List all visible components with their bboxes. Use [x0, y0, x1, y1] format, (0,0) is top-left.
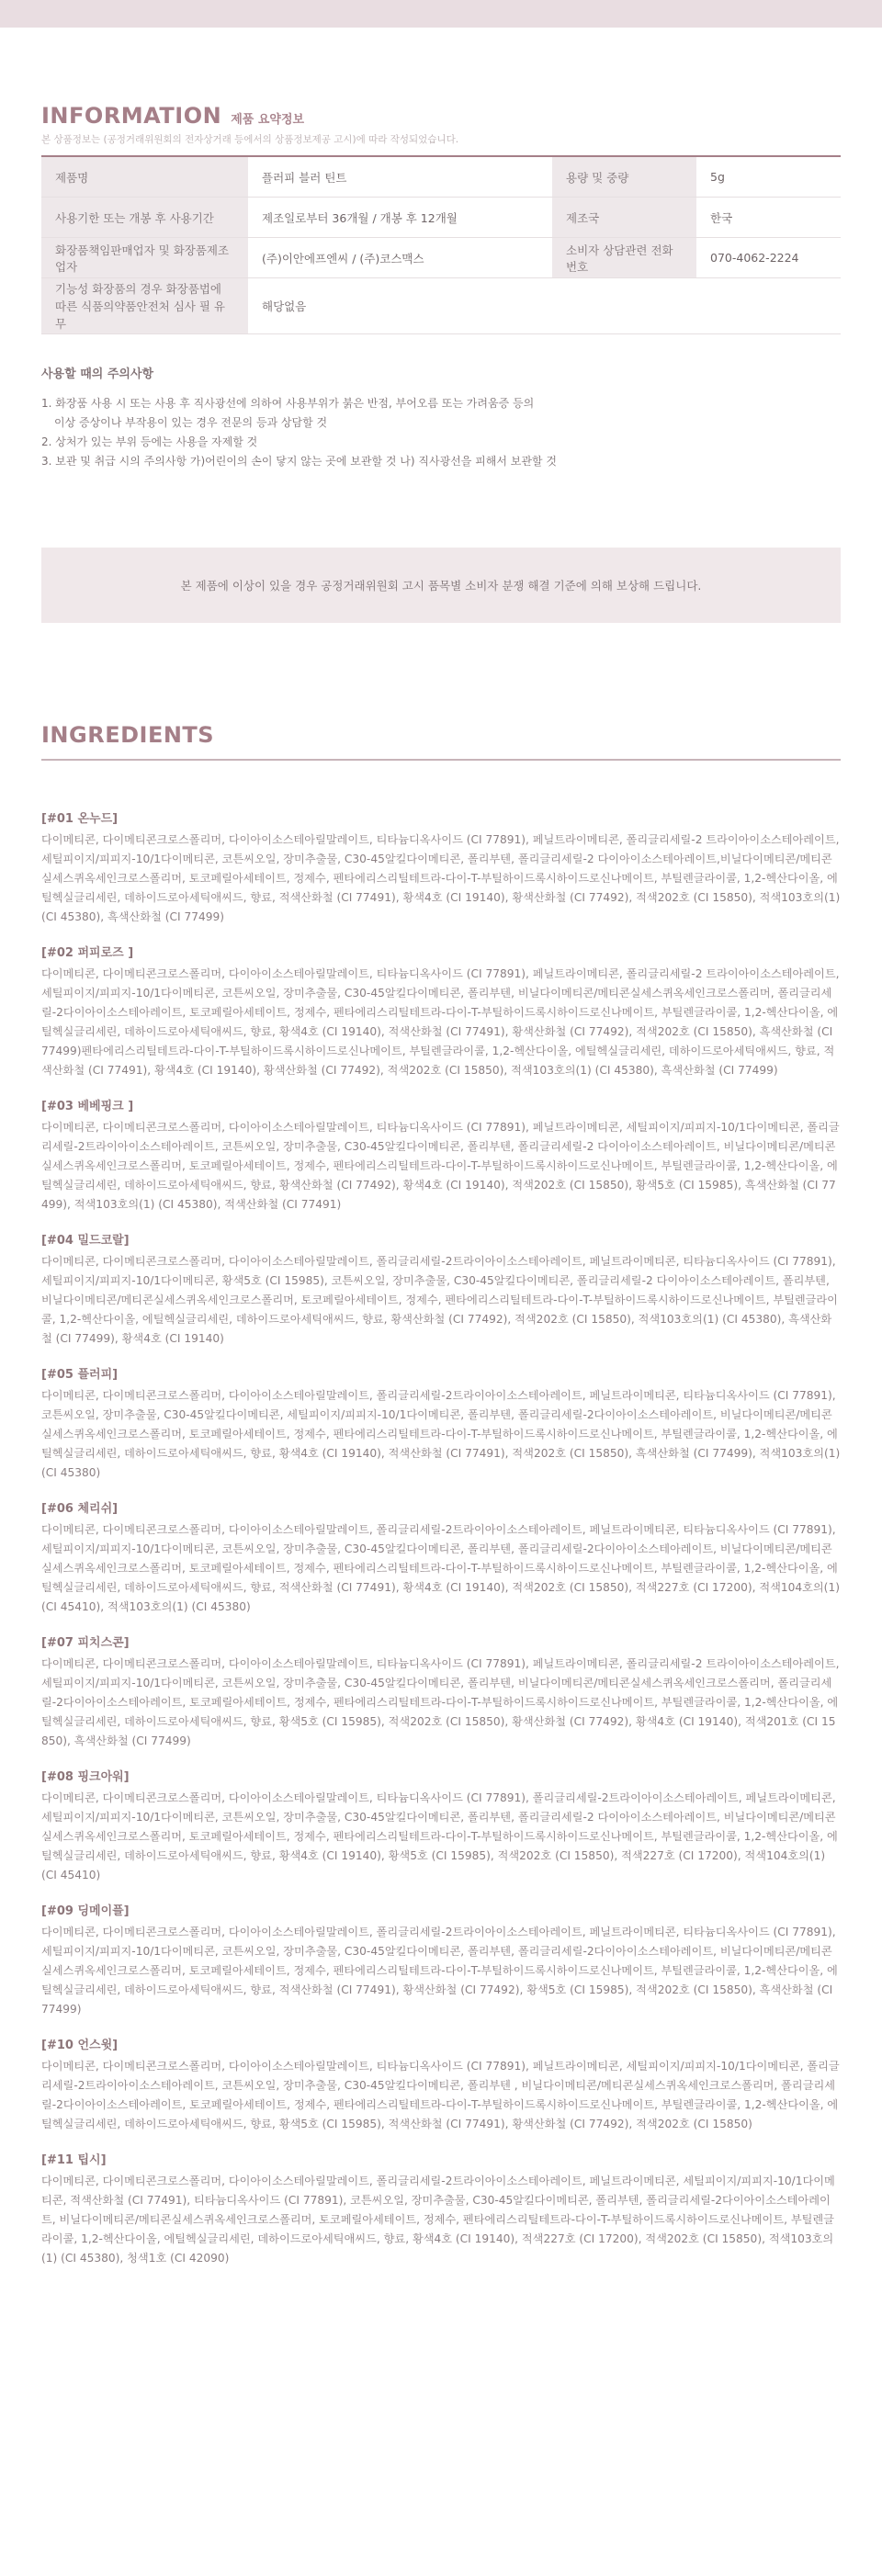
- ingredient-item: [41, 943, 841, 1080]
- ingredient-text: 다이메티콘, 다이메티콘크로스폴리머, 다이아이소스테아릴말레이트, 폴리글리세릴-2트라이아이소스테아레이트, 페닐트라이메티콘, 티타늄디옥사이드 (CI 77891), 세틸피이지/피피지-10/1다이메티콘, 코튼씨오일, 장미추출물, C30-45알킬다이메티콘, 폴리부텐, 폴리글리세릴-2다이아이소스테아레이트, 비닐다이메티콘/메티콘실세스퀴옥세인크로스폴리머, 토코페릴아세테이트, 정제수, 펜타에리스리틸테트라-다이-T-부틸하이드록시하이드로신나메이트, 부틸렌글라이콜, 1,2-헥산다이올, 에틸헥실글리세린, 데하이드로아세틱애씨드, 향료, 적색산화철 (CI 77491), 황색4호 (CI 19140), 적색202호 (CI 15850), 적색227호 (CI 17200), 적색104호의(1) (CI 45410), 적색103호의(1) (CI 45380): [41, 1523, 840, 1613]
- info-value: (주)이안에프엔씨 / (주)코스맥스: [248, 238, 552, 278]
- ingredient-item: [41, 1901, 841, 2019]
- shade-name: [#02 퍼피로즈 ]: [41, 946, 134, 960]
- ingredient-text: 다이메티콘, 다이메티콘크로스폴리머, 다이아이소스테아릴말레이트, 폴리글리세릴-2트라이아이소스테아레이트, 페닐트라이메티콘, 세틸피이지/피피지-10/1다이메티콘, 적색산화철 (CI 77491), 티타늄디옥사이드 (CI 77891), 코튼씨오일, 장미추출물, C30-45알킬다이메티콘, 폴리부텐, 폴리글리세릴-2다이아이소스테아레이트, 비닐다이메티콘/메티콘실세스퀴옥세인크로스폴리머, 토코페릴아세테이트, 정제수, 펜타에리스리틸테트라-다이-T-부틸하이드록시하이드로신나메이트, 부틸렌글라이콜, 1,2-헥산다이올, 에틸헥실글리세린, 데하이드로아세틱애씨드, 향료, 황색4호 (CI 19140), 적색227호 (CI 17200), 적색202호 (CI 15850), 적색103호의(1) (CI 45380), 청색1호 (CI 42090): [41, 2175, 835, 2265]
- info-value: 070-4062-2224: [696, 238, 841, 278]
- ingredient-text: 다이메티콘, 다이메티콘크로스폴리머, 다이아이소스테아릴말레이트, 폴리글리세릴-2트라이아이소스테아레이트, 페닐트라이메티콘, 티타늄디옥사이드 (CI 77891), 세틸피이지/피피지-10/1다이메티콘, 황색5호 (CI 15985), 코튼씨오일, 장미추출물, C30-45알킬다이메티콘, 폴리글리세릴-2 다이아이소스테아레이트, 폴리부텐, 비닐다이메티콘/메티콘실세스퀴옥세인크로스폴리머, 토코페릴아세테이트, 정제수, 펜타에리스리틸테트라-다이-T-부틸하이드록시하이드로신나메이트, 부틸렌글라이콜, 1,2-헥산다이올, 에틸헥실글리세린, 데하이드로아세틱애씨드, 향료, 황색산화철 (CI 77492), 적색202호 (CI 15850), 적색103호의(1) (CI 45380), 흑색산화철 (CI 77499), 황색4호 (CI 19140): [41, 1255, 838, 1345]
- table-row: [41, 156, 841, 198]
- info-key: 기능성 화장품의 경우 화장품법에 따른 식품의약품안전처 심사 필 유무: [41, 278, 248, 334]
- information-section: [41, 103, 841, 334]
- table-row: [41, 198, 841, 238]
- shade-name: [#04 밀드코랄]: [41, 1234, 130, 1248]
- caution-item: 이상 증상이나 부작용이 있는 경우 전문의 등과 상담할 것: [54, 416, 328, 429]
- shade-name: [#05 플러피]: [41, 1368, 119, 1382]
- ingredient-item: [41, 1230, 841, 1349]
- ingredient-item: [41, 1767, 841, 1885]
- shade-name: [#10 언스윗]: [41, 2039, 119, 2052]
- shade-name: [#06 체리쉬]: [41, 1502, 119, 1516]
- info-value: 5g: [696, 156, 841, 198]
- ingredient-text: 다이메티콘, 다이메티콘크로스폴리머, 다이아이소스테아릴말레이트, 폴리글리세릴-2트라이아이소스테아레이트, 페닐트라이메티콘, 티타늄디옥사이드 (CI 77891), 세틸피이지/피피지-10/1다이메티콘, 코튼씨오일, 장미추출물, C30-45알킬다이메티콘, 폴리부텐, 폴리글리세릴-2다이아이소스테아레이트, 비닐다이메티콘/메티콘실세스퀴옥세인크로스폴리머, 토코페릴아세테이트, 정제수, 펜타에리스리틸테트라-다이-T-부틸하이드록시하이드로신나메이트, 부틸렌글라이콜, 1,2-헥산다이올, 에틸헥실글리세린, 데하이드로아세틱애씨드, 향료, 적색산화철 (CI 77491), 황색산화철 (CI 77492), 황색5호 (CI 15985), 적색202호 (CI 15850), 흑색산화철 (CI 77499): [41, 1926, 838, 2016]
- info-key: 제품명: [41, 156, 248, 198]
- ingredients-divider: [41, 759, 841, 761]
- info-key: 용량 및 중량: [552, 156, 696, 198]
- ingredient-text: 다이메티콘, 다이메티콘크로스폴리머, 다이아이소스테아릴말레이트, 티타늄디옥사이드 (CI 77891), 페닐트라이메티콘, 세틸피이지/피피지-10/1다이메티콘, 폴리글리세릴-2트라이아이소스테아레이트, 코튼씨오일, 장미추출물, C30-45알킬다이메티콘, 폴리부텐 , 비닐다이메티콘/메티콘실세스퀴옥세인크로스폴리머, 폴리글리세릴-2다이아이소스테아레이트, 토코페릴아세테이트, 정제수, 펜타에리스리틸테트라-다이-T-부틸하이드록시하이드로신나메이트, 부틸렌글라이콜, 1,2-헥산다이올, 에틸헥실글리세린, 데하이드로아세틱애씨드, 향료, 황색5호 (CI 15985), 적색산화철 (CI 77491), 황색산화철 (CI 77492), 적색202호 (CI 15850): [41, 2060, 840, 2130]
- ingredient-item: [41, 1096, 841, 1215]
- ingredient-text: 다이메티콘, 다이메티콘크로스폴리머, 다이아이소스테아릴말레이트, 티타늄디옥사이드 (CI 77891), 페닐트라이메티콘, 폴리글리세릴-2 트라이아이소스테아레이트, 세틸피이지/피피지-10/1다이메티콘, 코튼씨오일, 장미추출물, C30-45알킬다이메티콘, 폴리부텐, 폴리글리세릴-2 다이아이소스테아레이트,비닐다이메티콘/메티콘실세스퀴옥세인크로스폴리머, 토코페릴아세테이트, 정제수, 펜타에리스리틸테트라-다이-T-부틸하이드록시하이드로신나메이트, 부틸렌글라이콜, 1,2-헥산다이올, 에틸헥실글리세린, 데하이드로아세틱애씨드, 향료, 적색산화철 (CI 77491), 황색4호 (CI 19140), 황색산화철 (CI 77492), 적색202호 (CI 15850), 적색103호의(1) (CI 45380), 흑색산화철 (CI 77499): [41, 833, 841, 923]
- ingredients-section: [41, 722, 841, 2284]
- caution-item: 2. 상처가 있는 부위 등에는 사용을 자제할 것: [41, 435, 258, 448]
- info-key: 제조국: [552, 198, 696, 238]
- ingredients-title: INGREDIENTS: [41, 722, 215, 748]
- info-value: 플러피 블러 틴트: [248, 156, 552, 198]
- ingredient-list: [41, 808, 841, 2268]
- information-title: INFORMATION: [41, 103, 222, 129]
- ingredient-item: [41, 1498, 841, 1617]
- ingredient-text: 다이메티콘, 다이메티콘크로스폴리머, 다이아이소스테아릴말레이트, 티타늄디옥사이드 (CI 77891), 폴리글리세릴-2트라이아이소스테아레이트, 페닐트라이메티콘, 세틸피이지/피피지-10/1다이메티콘, 코튼씨오일, 장미추출물, C30-45알킬다이메티콘, 폴리부텐, 폴리글리세릴-2 다이아이소스테아레이트, 비닐다이메티콘/메티콘실세스퀴옥세인크로스폴리머, 토코페릴아세테이트, 정제수, 펜타에리스리틸테트라-다이-T-부틸하이드록시하이드로신나메이트, 부틸렌글라이콜, 1,2-헥산다이올, 에틸헥실글리세린, 데하이드로아세틱애씨드, 향료, 황색4호 (CI 19140), 황색5호 (CI 15985), 적색202호 (CI 15850), 적색227호 (CI 17200), 적색104호의(1) (CI 45410): [41, 1791, 838, 1881]
- info-value: 한국: [696, 198, 841, 238]
- info-key: 사용기한 또는 개봉 후 사용기간: [41, 198, 248, 238]
- information-header: [41, 103, 841, 129]
- information-note: 본 상품정보는 (공정거래위원회의 전자상거래 등에서의 상품정보제공 고시)에 따라 작성되었습니다.: [41, 134, 459, 145]
- caution-title: 사용할 때의 주의사항: [41, 367, 154, 381]
- shade-name: [#03 베베핑크 ]: [41, 1100, 134, 1113]
- ingredient-item: [41, 1364, 841, 1483]
- top-banner-strip: [0, 0, 882, 28]
- shade-name: [#09 딩메이플]: [41, 1904, 130, 1918]
- shade-name: [#11 팁시]: [41, 2153, 107, 2167]
- caution-item: 3. 보관 및 취급 시의 주의사항 가)어린이의 손이 닿지 않는 곳에 보관할 것 나) 직사광선을 피해서 보관할 것: [41, 455, 557, 468]
- shade-name: [#07 피치스콘]: [41, 1636, 130, 1650]
- info-key: 화장품책임판매업자 및 화장품제조업자: [41, 238, 248, 278]
- info-value: 해당없음: [248, 278, 841, 334]
- ingredient-item: [41, 1633, 841, 1751]
- ingredient-text: 다이메티콘, 다이메티콘크로스폴리머, 다이아이소스테아릴말레이트, 폴리글리세릴-2트라이아이소스테아레이트, 페닐트라이메티콘, 티타늄디옥사이드 (CI 77891), 코튼씨오일, 장미추출물, C30-45알킬다이메티콘, 세틸피이지/피피지-10/1다이메티콘, 폴리부텐, 폴리글리세릴-2다이아이소스테아레이트, 비닐다이메티콘/메티콘실세스퀴옥세인크로스폴리머, 토코페릴아세테이트, 정제수, 펜타에리스리틸테트라-다이-T-부틸하이드록시하이드로신나메이트, 부틸렌글라이콜, 1,2-헥산다이올, 에틸헥실글리세린, 데하이드로아세틱애씨드, 향료, 황색4호 (CI 19140), 적색산화철 (CI 77491), 적색202호 (CI 15850), 흑색산화철 (CI 77499), 적색103호의(1) (CI 45380): [41, 1389, 841, 1479]
- ingredient-text: 다이메티콘, 다이메티콘크로스폴리머, 다이아이소스테아릴말레이트, 티타늄디옥사이드 (CI 77891), 페닐트라이메티콘, 폴리글리세릴-2 트라이아이소스테아레이트, 세틸피이지/피피지-10/1다이메티콘, 코튼씨오일, 장미추출물, C30-45알킬다이메티콘, 폴리부텐, 비닐다이메티콘/메티콘실세스퀴옥세인크로스폴리머, 폴리글리세릴-2다이아이소스테아레이트, 토코페릴아세테이트, 정제수, 펜타에리스리틸테트라-다이-T-부틸하이드록시하이드로신나메이트, 부틸렌글라이콜, 1,2-헥산다이올, 에틸헥실글리세린, 데하이드로아세틱애씨드, 향료, 황색5호 (CI 15985), 적색202호 (CI 15850), 황색산화철 (CI 77492), 황색4호 (CI 19140), 적색201호 (CI 15850), 흑색산화철 (CI 77499): [41, 1657, 840, 1747]
- caution-section: [41, 364, 841, 471]
- compensation-notice: 본 제품에 이상이 있을 경우 공정거래위원회 고시 품목별 소비자 분쟁 해결 기준에 의해 보상해 드립니다.: [41, 548, 841, 623]
- information-subtitle: 제품 요약정보: [231, 113, 305, 127]
- product-info-table: [41, 155, 841, 334]
- shade-name: [#01 온누드]: [41, 812, 119, 826]
- info-value: 제조일로부터 36개월 / 개봉 후 12개월: [248, 198, 552, 238]
- ingredient-text: 다이메티콘, 다이메티콘크로스폴리머, 다이아이소스테아릴말레이트, 티타늄디옥사이드 (CI 77891), 페닐트라이메티콘, 폴리글리세릴-2 트라이아이소스테아레이트, 세틸피이지/피피지-10/1다이메티콘, 코튼씨오일, 장미추출물, C30-45알킬다이메티콘, 폴리부텐, 비닐다이메티콘/메티콘실세스퀴옥세인크로스폴리머, 폴리글리세릴-2다이아이소스테아레이트, 토코페릴아세테이트, 정제수, 펜타에리스리틸테트라-다이-T-부틸하이드록시하이드로신나메이트, 부틸렌글라이콜, 1,2-헥산다이올, 에틸헥실글리세린, 데하이드로아세틱애씨드, 향료, 황색4호 (CI 19140), 적색산화철 (CI 77491), 황색산화철 (CI 77492), 적색202호 (CI 15850), 흑색산화철 (CI 77499)펜타에리스리틸테트라-다이-T-부틸하이드록시하이드로신나메이트, 부틸렌글라이콜, 1,2-헥산다이올, 에틸헥실글리세린, 데하이드로아세틱애씨드, 향료, 적색산화철 (CI 77491), 황색4호 (CI 19140), 황색산화철 (CI 77492), 적색202호 (CI 15850), 적색103호의(1) (CI 45380), 흑색산화철 (CI 77499): [41, 967, 840, 1077]
- ingredient-item: [41, 2150, 841, 2268]
- table-row: [41, 278, 841, 334]
- ingredient-item: [41, 2035, 841, 2134]
- ingredient-item: [41, 808, 841, 927]
- table-row: [41, 238, 841, 278]
- caution-list: [41, 394, 841, 471]
- shade-name: [#08 핑크아워]: [41, 1770, 130, 1784]
- ingredient-text: 다이메티콘, 다이메티콘크로스폴리머, 다이아이소스테아릴말레이트, 티타늄디옥사이드 (CI 77891), 페닐트라이메티콘, 세틸피이지/피피지-10/1다이메티콘, 폴리글리세릴-2트라이아이소스테아레이트, 코튼씨오일, 장미추출물, C30-45알킬다이메티콘, 폴리부텐, 폴리글리세릴-2 다이아이소스테아레이트, 비닐다이메티콘/메티콘실세스퀴옥세인크로스폴리머, 토코페릴아세테이트, 정제수, 펜타에리스리틸테트라-다이-T-부틸하이드록시하이드로신나메이트, 부틸렌글라이콜, 1,2-헥산다이올, 에틸헥실글리세린, 데하이드로아세틱애씨드, 향료, 황색산화철 (CI 77492), 황색4호 (CI 19140), 적색202호 (CI 15850), 황색5호 (CI 15985), 흑색산화철 (CI 77499), 적색103호의(1) (CI 45380), 적색산화철 (CI 77491): [41, 1121, 840, 1211]
- caution-item: 1. 화장품 사용 시 또는 사용 후 직사광선에 의하여 사용부위가 붉은 반점, 부어오름 또는 가려움증 등의: [41, 397, 535, 410]
- info-key: 소비자 상담관련 전화번호: [552, 238, 696, 278]
